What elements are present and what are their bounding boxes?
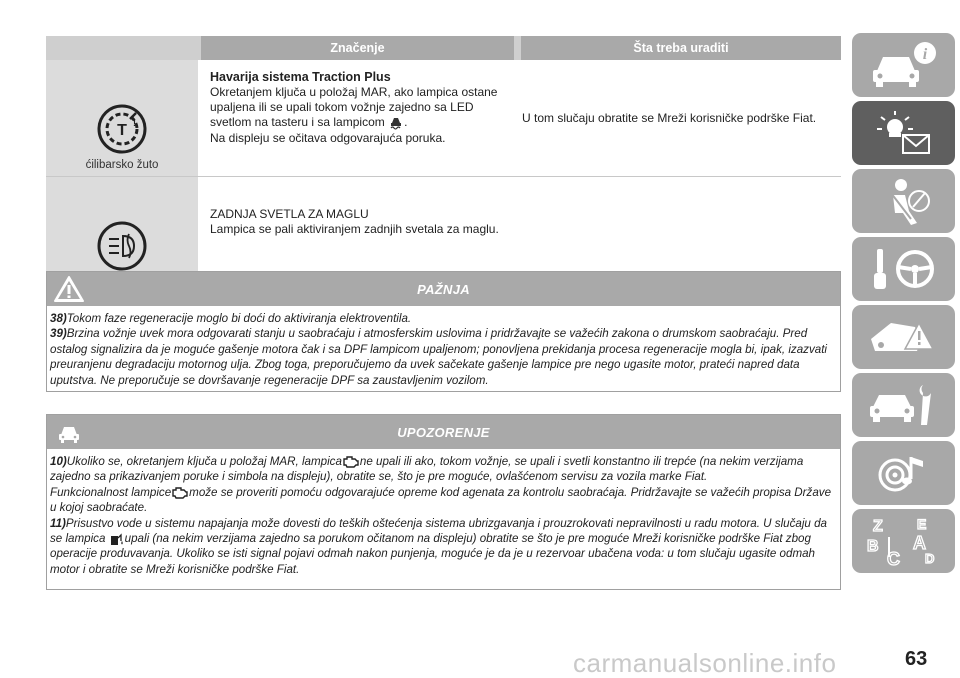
- index-letter: B: [866, 538, 879, 555]
- warning-item: 10)Ukoliko se, okretanjem ključa u položaj MAR, lampica ne upali ili ako, tokom vožnje, se upali i svetli konstantno ili trepće (na nekim verzijama zajedno sa prikazivanjem poruke i simbola na displeju), obratite se, što je pre moguće, ovlašćenom servisu za vozila marke Fiat.: [50, 455, 804, 484]
- tab-index[interactable]: [852, 509, 955, 573]
- warning-lights-table: [46, 36, 841, 294]
- table-header-action: Šta treba uraditi: [521, 36, 841, 60]
- warning-heading: UPOZORENJE: [397, 424, 490, 440]
- caution-body: [47, 306, 840, 394]
- meaning-title: Havarija sistema Traction Plus: [210, 70, 391, 84]
- svg-text:T: T: [117, 122, 127, 139]
- caution-item: 38)Tokom faze regeneracije moglo bi doći do aktiviranja elektroventila.: [50, 312, 412, 325]
- traction-button-led-icon: [388, 115, 404, 131]
- engine-check-icon: [171, 486, 189, 499]
- table-header-icon-col: [46, 36, 198, 60]
- emergency-car-icon: [861, 309, 947, 365]
- meaning-title: ZADNJA SVETLA ZA MAGLU: [210, 207, 369, 221]
- car-notice-icon: [53, 417, 85, 447]
- caution-box: [46, 271, 841, 392]
- warning-header: [47, 415, 840, 449]
- warning-item: 11)Prisustvo vode u sistemu napajanja može dovesti do teških oštećenja sistema ubrizgavanja i prouzrokovati nepravilnosti u radu motora. U slučaju da se lampica upali (na nekim verzijama zajedno sa porukom očitanom na displeju) obratite se što je pre moguće Mreži korisničke podrške Fiat zbog operacije produvavanja. Ukoliko se isti signal pojavi odmah nakon punjenja, moguće je da je u rezervoar ubačena voda: u tom slučaju ugasite odmah motor i obratite se Mreži korisničke podrške Fiat.: [50, 516, 827, 576]
- tab-car-info[interactable]: [852, 33, 955, 97]
- action-cell: U tom slučaju obratite se Mreži korisničke podrške Fiat.: [522, 111, 817, 125]
- multimedia-icon: [861, 445, 947, 501]
- tab-warning-lights[interactable]: [852, 101, 955, 165]
- table-header-meaning: Značenje: [201, 36, 514, 60]
- warning-body: [47, 449, 840, 583]
- tab-emergency[interactable]: [852, 305, 955, 369]
- car-info-icon: [861, 37, 947, 93]
- page-number: 63: [905, 648, 928, 670]
- index-letter: A: [912, 533, 926, 553]
- tab-multimedia[interactable]: [852, 441, 955, 505]
- caution-item: 39)Brzina vožnje uvek mora odgovarati stanju u saobraćaju i atmosferskim uslovima i pridržavajte se važećih zakona o drumskom saobraćaju. Pred ostalog signalizira da je moguće gašenje motora čak i sa DPF lampicom upaljenom; ponovljena prekidanja procesa regeneracije mogla bi, ipak, izazvati preuranjenu degradaciju motornog ulja. Zbog toga, preporučujemo da uvek sačekate gašenje lampice pre nego ugasite motor, prateći napred data uputstva. Ne preporučuje se dovršavanje regeneracije DPF sa zaustavljenim vozilom.: [50, 327, 827, 387]
- index-letter: D: [924, 551, 934, 566]
- tab-safety[interactable]: [852, 169, 955, 233]
- key-steering-wheel-icon: [861, 241, 947, 297]
- meaning-text-2: Na displeju se očitava odgovarajuća poruka.: [210, 131, 446, 145]
- meaning-text: Okretanjem ključa u položaj MAR, ako lampica ostane upaljena ili se upali tokom vožnje zajedno sa LED svetlom na tasteru i sa lampicom .: [210, 85, 498, 130]
- warning-lights-messages-icon: [861, 105, 947, 161]
- index-letter: E: [916, 516, 926, 532]
- table-header: [46, 36, 841, 60]
- caution-header: [47, 272, 840, 306]
- traction-control-off-icon: [96, 103, 148, 155]
- watermark: carmanualsonline.info: [573, 648, 837, 678]
- tab-maintenance[interactable]: [852, 373, 955, 437]
- rear-fog-light-icon: [96, 220, 148, 272]
- car-maintenance-icon: [861, 377, 947, 433]
- table-row: [46, 60, 841, 177]
- warning-triangle-icon: [53, 274, 85, 304]
- water-in-fuel-icon: [109, 532, 125, 546]
- safety-seat-airbag-icon: [861, 173, 947, 229]
- svg-text:!: !: [133, 118, 136, 128]
- index-letter: Z: [872, 518, 883, 535]
- chapter-tabs: [852, 33, 955, 577]
- caution-heading: PAŽNJA: [417, 281, 470, 297]
- indicator-color-label: ćilibarsko žuto: [85, 159, 159, 171]
- svg-text:i: i: [922, 46, 927, 63]
- meaning-text: Lampica se pali aktiviranjem zadnjih svetala za maglu.: [210, 222, 499, 236]
- index-letter: C: [886, 549, 900, 569]
- meaning-cell: [198, 60, 514, 176]
- engine-check-icon: [342, 455, 360, 468]
- tab-starting-driving[interactable]: [852, 237, 955, 301]
- warning-item: Funkcionalnost lampice može se proveriti pomoću odgovarajuće opreme kod agenata za kontrolu saobraćaja. Pridržavajte se važećih propisa Države u kojoj saobraćate.: [50, 485, 832, 515]
- alphabetical-index-icon: [861, 513, 947, 569]
- indicator-cell: [46, 60, 198, 176]
- warning-box: [46, 414, 841, 590]
